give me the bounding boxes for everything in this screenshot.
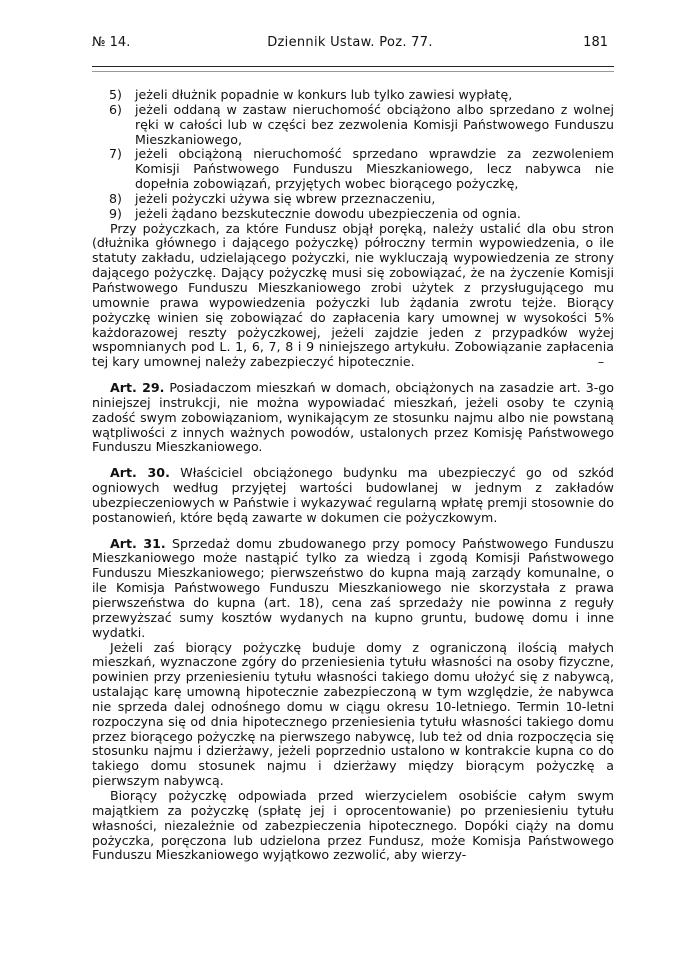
- paragraph-limited-housing: [92, 641, 614, 789]
- list-item-number: 7): [109, 146, 122, 162]
- list-item-number: 9): [109, 205, 122, 221]
- list-item-text: jeżeli pożyczki używa się wbrew przeznaczeniu,: [135, 190, 436, 206]
- journal-title: Dziennik Ustaw. Poz. 77.: [267, 35, 433, 50]
- end-mark: –: [597, 354, 604, 370]
- list-item: [92, 147, 614, 192]
- list-item: [92, 88, 614, 103]
- document-body: [92, 88, 614, 863]
- list-item-text: jeżeli obciążoną nieruchomość sprzedano wprawdzie za zezwoleniem Komisji Państwowego Funduszu Mieszkaniowego, lecz nabywca nie dopełnia zobowiązań, przyjętych wobec biorącego pożyczkę,: [135, 146, 614, 192]
- paragraph-borrower-liability-text: Biorący pożyczkę odpowiada przed wierzycielem osobiście całym swym majątkiem za pożyczkę (spłatę jej i oprocentowanie) po przeniesieniu tytułu własności, niezależnie od zabezpieczenia hipotecznego. Dopóki ciąży na domu pożyczka, poręczona lub udzielona przez Fundusz, może Komisja Państwowego Funduszu Mieszkaniowego wyjątkowo zezwolić, aby wierzy-: [92, 787, 614, 863]
- article-31-label: Art. 31.: [110, 535, 166, 551]
- page-header: [92, 36, 608, 54]
- article-29-text: Posiadaczom mieszkań w domach, obciążonych na zasadzie art. 3-go niniejszej instrukcji, nie można wypowiadać mieszkań, jeżeli osoby te czynią zadość swym zobowiązaniom, wynikającym ze stosunku najmu albo nie powstaną wątpliwości z innych ważnych powodów, ustalonych przez Komisję Państwowego Funduszu Mieszkaniowego.: [92, 380, 614, 455]
- header-rule-secondary: [92, 71, 614, 72]
- page-number: 181: [583, 35, 608, 50]
- paragraph-limited-housing-text: Jeżeli zaś biorący pożyczkę buduje domy z ograniczoną ilością małych mieszkań, wyznaczone zgóry do przeniesienia tytułu własności na osoby fizyczne, powinien przy przeniesieniu tytułu własności takiego domu ułożyć się z nabywcą, ustalając karę umowną hipotecznie zabezpieczoną w tym względzie, że nabywca nie sprzeda dalej odnośnego domu w ciągu okresu 10-letniego. Termin 10-letni rozpoczyna się od dnia hipotecznego przeniesienia tytułu własności takiego domu przez biorącego pożyczkę na pierwszego nabywcę, lub też od dnia rozpoczęcia się stosunku najmu i dzierżawy, jeżeli poprzednio ustalono w kontrakcie kupna co do takiego domu stosunek najmu i dzierżawy między biorącym pożyczkę a pierwszym nabywcą.: [92, 639, 614, 789]
- list-item: [92, 192, 614, 207]
- article-30: [92, 466, 614, 525]
- list-item: [92, 207, 614, 222]
- paragraph-loans: [92, 222, 614, 370]
- list-item-number: 5): [109, 87, 122, 102]
- article-30-text: Właściciel obciążonego budynku ma ubezpieczyć go od szkód ogniowych według przyjętej wartości budowlanej w jednym z zakładów ubezpieczeniowych w Państwie i wykazywać regularną wpłatę premji stosownie do postanowień, które będą zawarte w dokumen cie pożyczkowym.: [92, 465, 614, 525]
- list-item-text: jeżeli dłużnik popadnie w konkurs lub tylko zawiesi wypłatę,: [135, 87, 513, 102]
- article-30-label: Art. 30.: [110, 465, 170, 481]
- list-item-text: jeżeli żądano bezskutecznie dowodu ubezpieczenia od ognia.: [135, 205, 521, 221]
- paragraph-loans-text: Przy pożyczkach, za które Fundusz objął poręką, należy ustalić dla obu stron (dłużnika głównego i dającego pożyczkę) półroczny termin wypowiedzenia, o ile statuty zakładu, udzielającego pożyczki, nie wykluczają wypowiedzenia ze strony dającego pożyczkę. Dający pożyczkę musi się zobowiązać, że na życzenie Komisji Państwowego Funduszu Mieszkaniowego zrobi użytek z przysługującego mu umownie prawa wypowiedzenia pożyczki lub żądania zwrotu tejże. Biorący pożyczkę winien się zobowiązać do zapłacenia kary umownej w wysokości 5% każdorazowej reszty pożyczkowej, jeżeli zajdzie jeden z przypadków wyżej wspomnianych pod L. 1, 6, 7, 8 i 9 niniejszego artykułu. Zobowiązanie zapłacenia tej kary umownej należy zabezpieczyć hipotecznie.: [92, 220, 614, 370]
- article-31: [92, 537, 614, 641]
- list-item-number: 8): [109, 190, 122, 206]
- issue-number: № 14.: [92, 35, 131, 50]
- list-item-text: jeżeli oddaną w zastaw nieruchomość obciążono albo sprzedano z wolnej ręki w całości lub w części bez zezwolenia Komisji Państwowego Funduszu Mieszkaniowego,: [135, 101, 614, 147]
- article-31-text: Sprzedaż domu zbudowanego przy pomocy Państwowego Funduszu Mieszkaniowego może nastąpić tylko za wiedzą i zgodą Komisji Państwowego Funduszu Mieszkaniowego; pierwszeństwo do kupna mają zarządy komunalne, o ile Komisja Państwowego Funduszu Mieszkaniowego nie skorzystała z prawa pierwszeństwa do kupna (art. 18), cena zaś sprzedaży nie powinna z reguły przewyższać sumy kosztów wydanych na kupno gruntu, budowę domu i inne wydatki.: [92, 535, 614, 640]
- list-item: [92, 103, 614, 148]
- article-29-label: Art. 29.: [110, 380, 165, 396]
- article-29: [92, 381, 614, 455]
- paragraph-borrower-liability: [92, 789, 614, 863]
- list-item-number: 6): [109, 101, 122, 117]
- header-rule: [92, 66, 614, 67]
